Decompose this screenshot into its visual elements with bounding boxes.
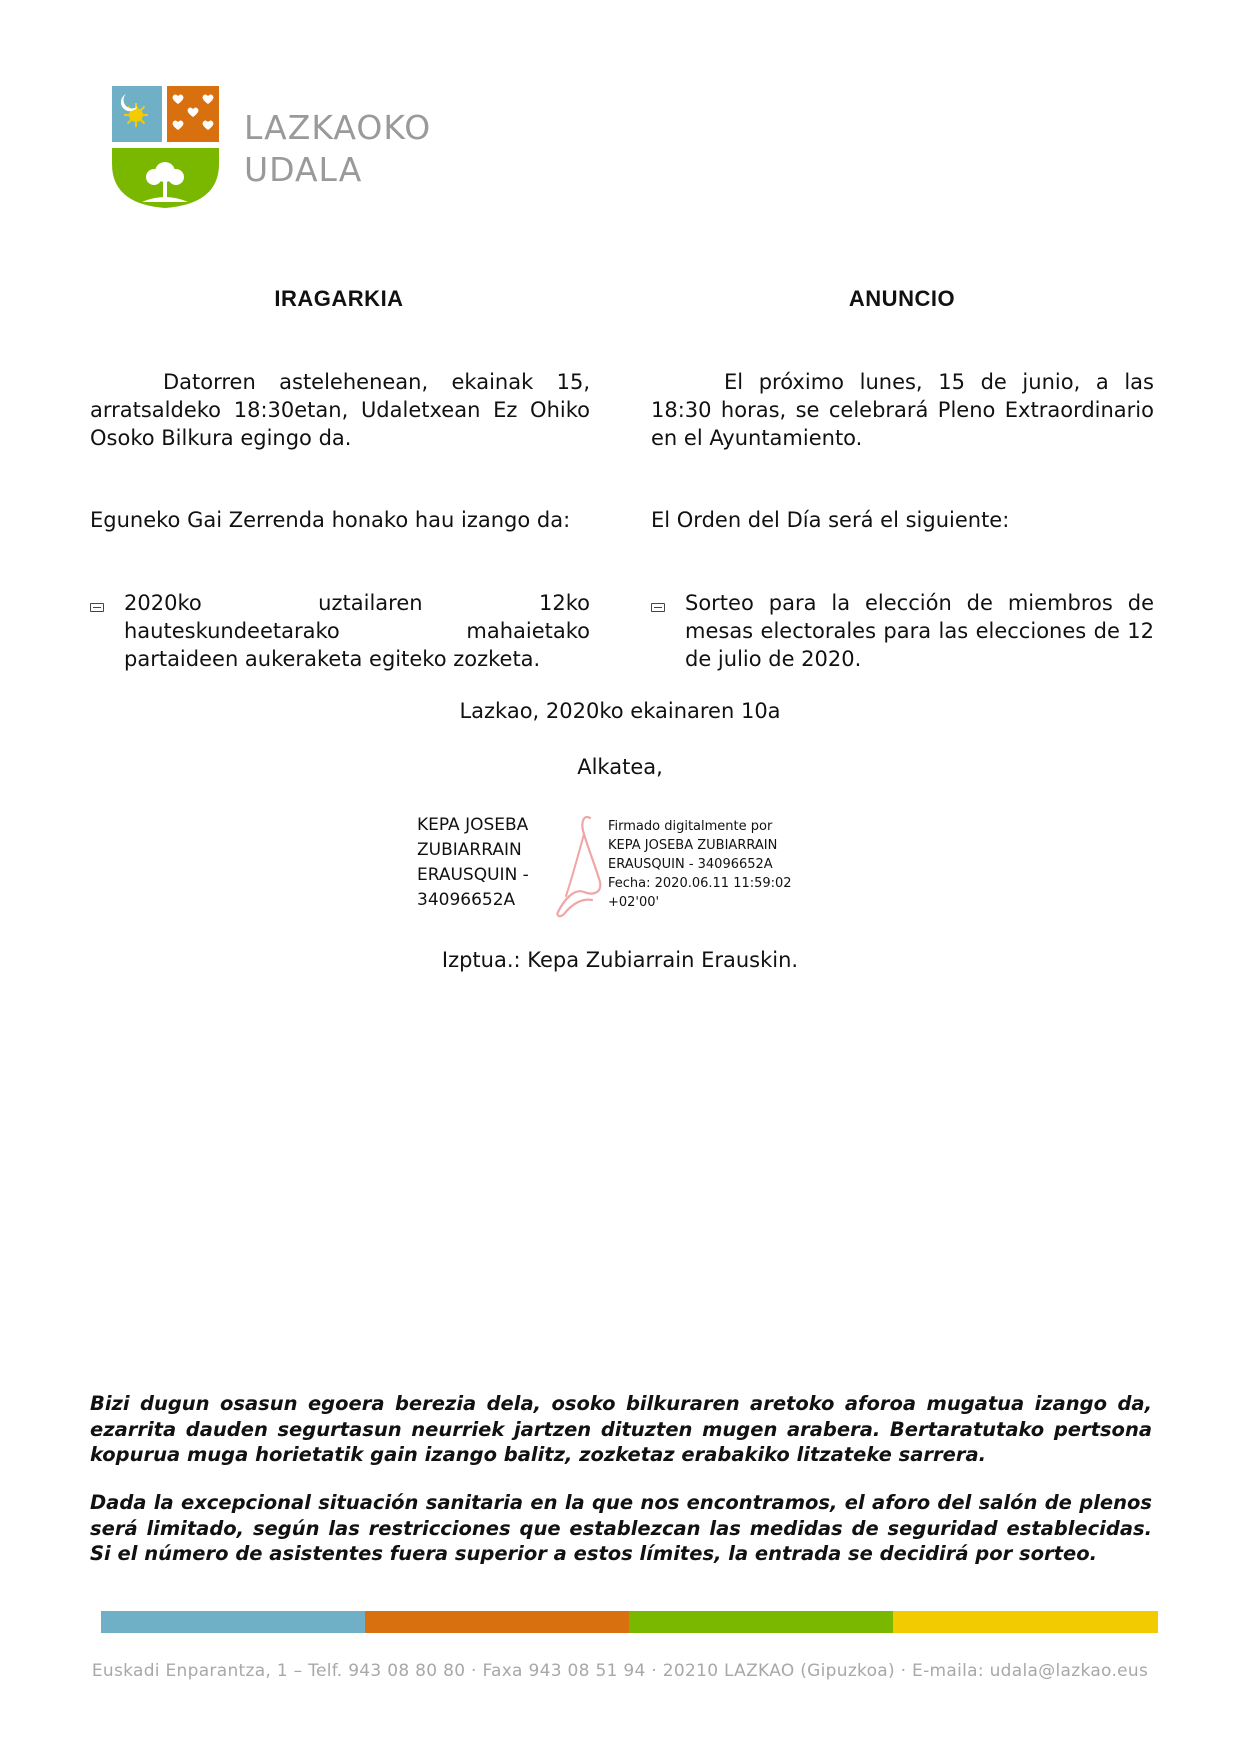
footer-contact: Euskadi Enparantza, 1 – Telf. 943 08 80 80 · Faxa 943 08 51 94 · 20210 LAZKAO (Gipuzkoa) · E-maila: udala@lazkao.eus (91, 1661, 1149, 1681)
signature-detail-line: Firmado digitalmente por (608, 819, 773, 834)
agenda-intro-basque: Eguneko Gai Zerrenda honako hau izango da: (90, 508, 571, 532)
signature-name (417, 813, 529, 913)
signature-detail-line: ERAUSQUIN - 34096652A (608, 857, 773, 872)
title-basque: IRAGARKIA (274, 286, 404, 311)
bullet-icon (651, 603, 665, 612)
sun-rays-icon (124, 103, 148, 127)
pdf-signature-mark-icon (554, 812, 604, 920)
signature-detail-line: KEPA JOSEBA ZUBIARRAIN (608, 838, 778, 853)
coat-of-arms-icon (112, 86, 222, 210)
intro-basque: Datorren astelehenean, ekainak 15, arratsaldeko 18:30etan, Udaletxean Ez Ohiko Osoko Bilkura egingo da. (90, 370, 590, 450)
signature-name-line: ZUBIARRAIN (417, 840, 522, 860)
signature-name-line: KEPA JOSEBA (417, 815, 529, 835)
signature-name-line: 34096652A (417, 890, 516, 910)
footer-stripe-green (629, 1611, 893, 1633)
agenda-item-text: 2020ko uztailaren 12ko hauteskundeetarako mahaietako partaideen aukeraketa egiteko zozketa. (124, 591, 590, 671)
capacity-notice-spanish: Dada la excepcional situación sanitaria en la que nos encontramos, el aforo del salón de plenos será limitado, según las restricciones que establezcan las medidas de seguridad establecidas. Si el número de asistentes fuera superior a estos límites, la entrada se decidirá por sorteo. (90, 1491, 1152, 1565)
place-date: Lazkao, 2020ko ekainaren 10a (459, 699, 781, 723)
footer-stripe-blue (101, 1611, 365, 1633)
agenda-item-text: Sorteo para la elección de miembros de mesas electorales para las elecciones de 12 de julio de 2020. (685, 591, 1154, 671)
agenda-item-spanish (651, 589, 1154, 673)
signature-detail-line: +02'00' (608, 895, 660, 910)
agenda-intro-spanish: El Orden del Día será el siguiente: (651, 508, 1010, 532)
footer-stripe-yellow (893, 1611, 1158, 1633)
signature-details (608, 817, 792, 912)
logo-text-lazkaoko: LAZKAOKO (244, 108, 432, 147)
capacity-notice-basque: Bizi dugun osasun egoera berezia dela, osoko bilkuraren aretoko aforoa mugatua izango da, ezarrita dauden segurtasun neurriek jartzen dituzten mugen arabera. Bertaratutako pertsona kopurua muga horietatik gain izango balitz, zozketaz erabakiko litzateke sarrera. (90, 1392, 1152, 1466)
signed-by: Izptua.: Kepa Zubiarrain Erauskin. (441, 948, 799, 972)
logo-text-udala: UDALA (244, 150, 363, 189)
footer-stripe-orange (365, 1611, 629, 1633)
signature-detail-line: Fecha: 2020.06.11 11:59:02 (608, 876, 792, 891)
signature-name-line: ERAUSQUIN - (417, 865, 529, 885)
bullet-icon (90, 603, 104, 612)
agenda-item-basque (90, 589, 590, 673)
title-spanish: ANUNCIO (848, 286, 956, 311)
intro-spanish: El próximo lunes, 15 de junio, a las 18:30 horas, se celebrará Pleno Extraordinario en el Ayuntamiento. (651, 370, 1154, 450)
mayor-title: Alkatea, (577, 755, 663, 779)
municipal-logo (112, 86, 432, 210)
